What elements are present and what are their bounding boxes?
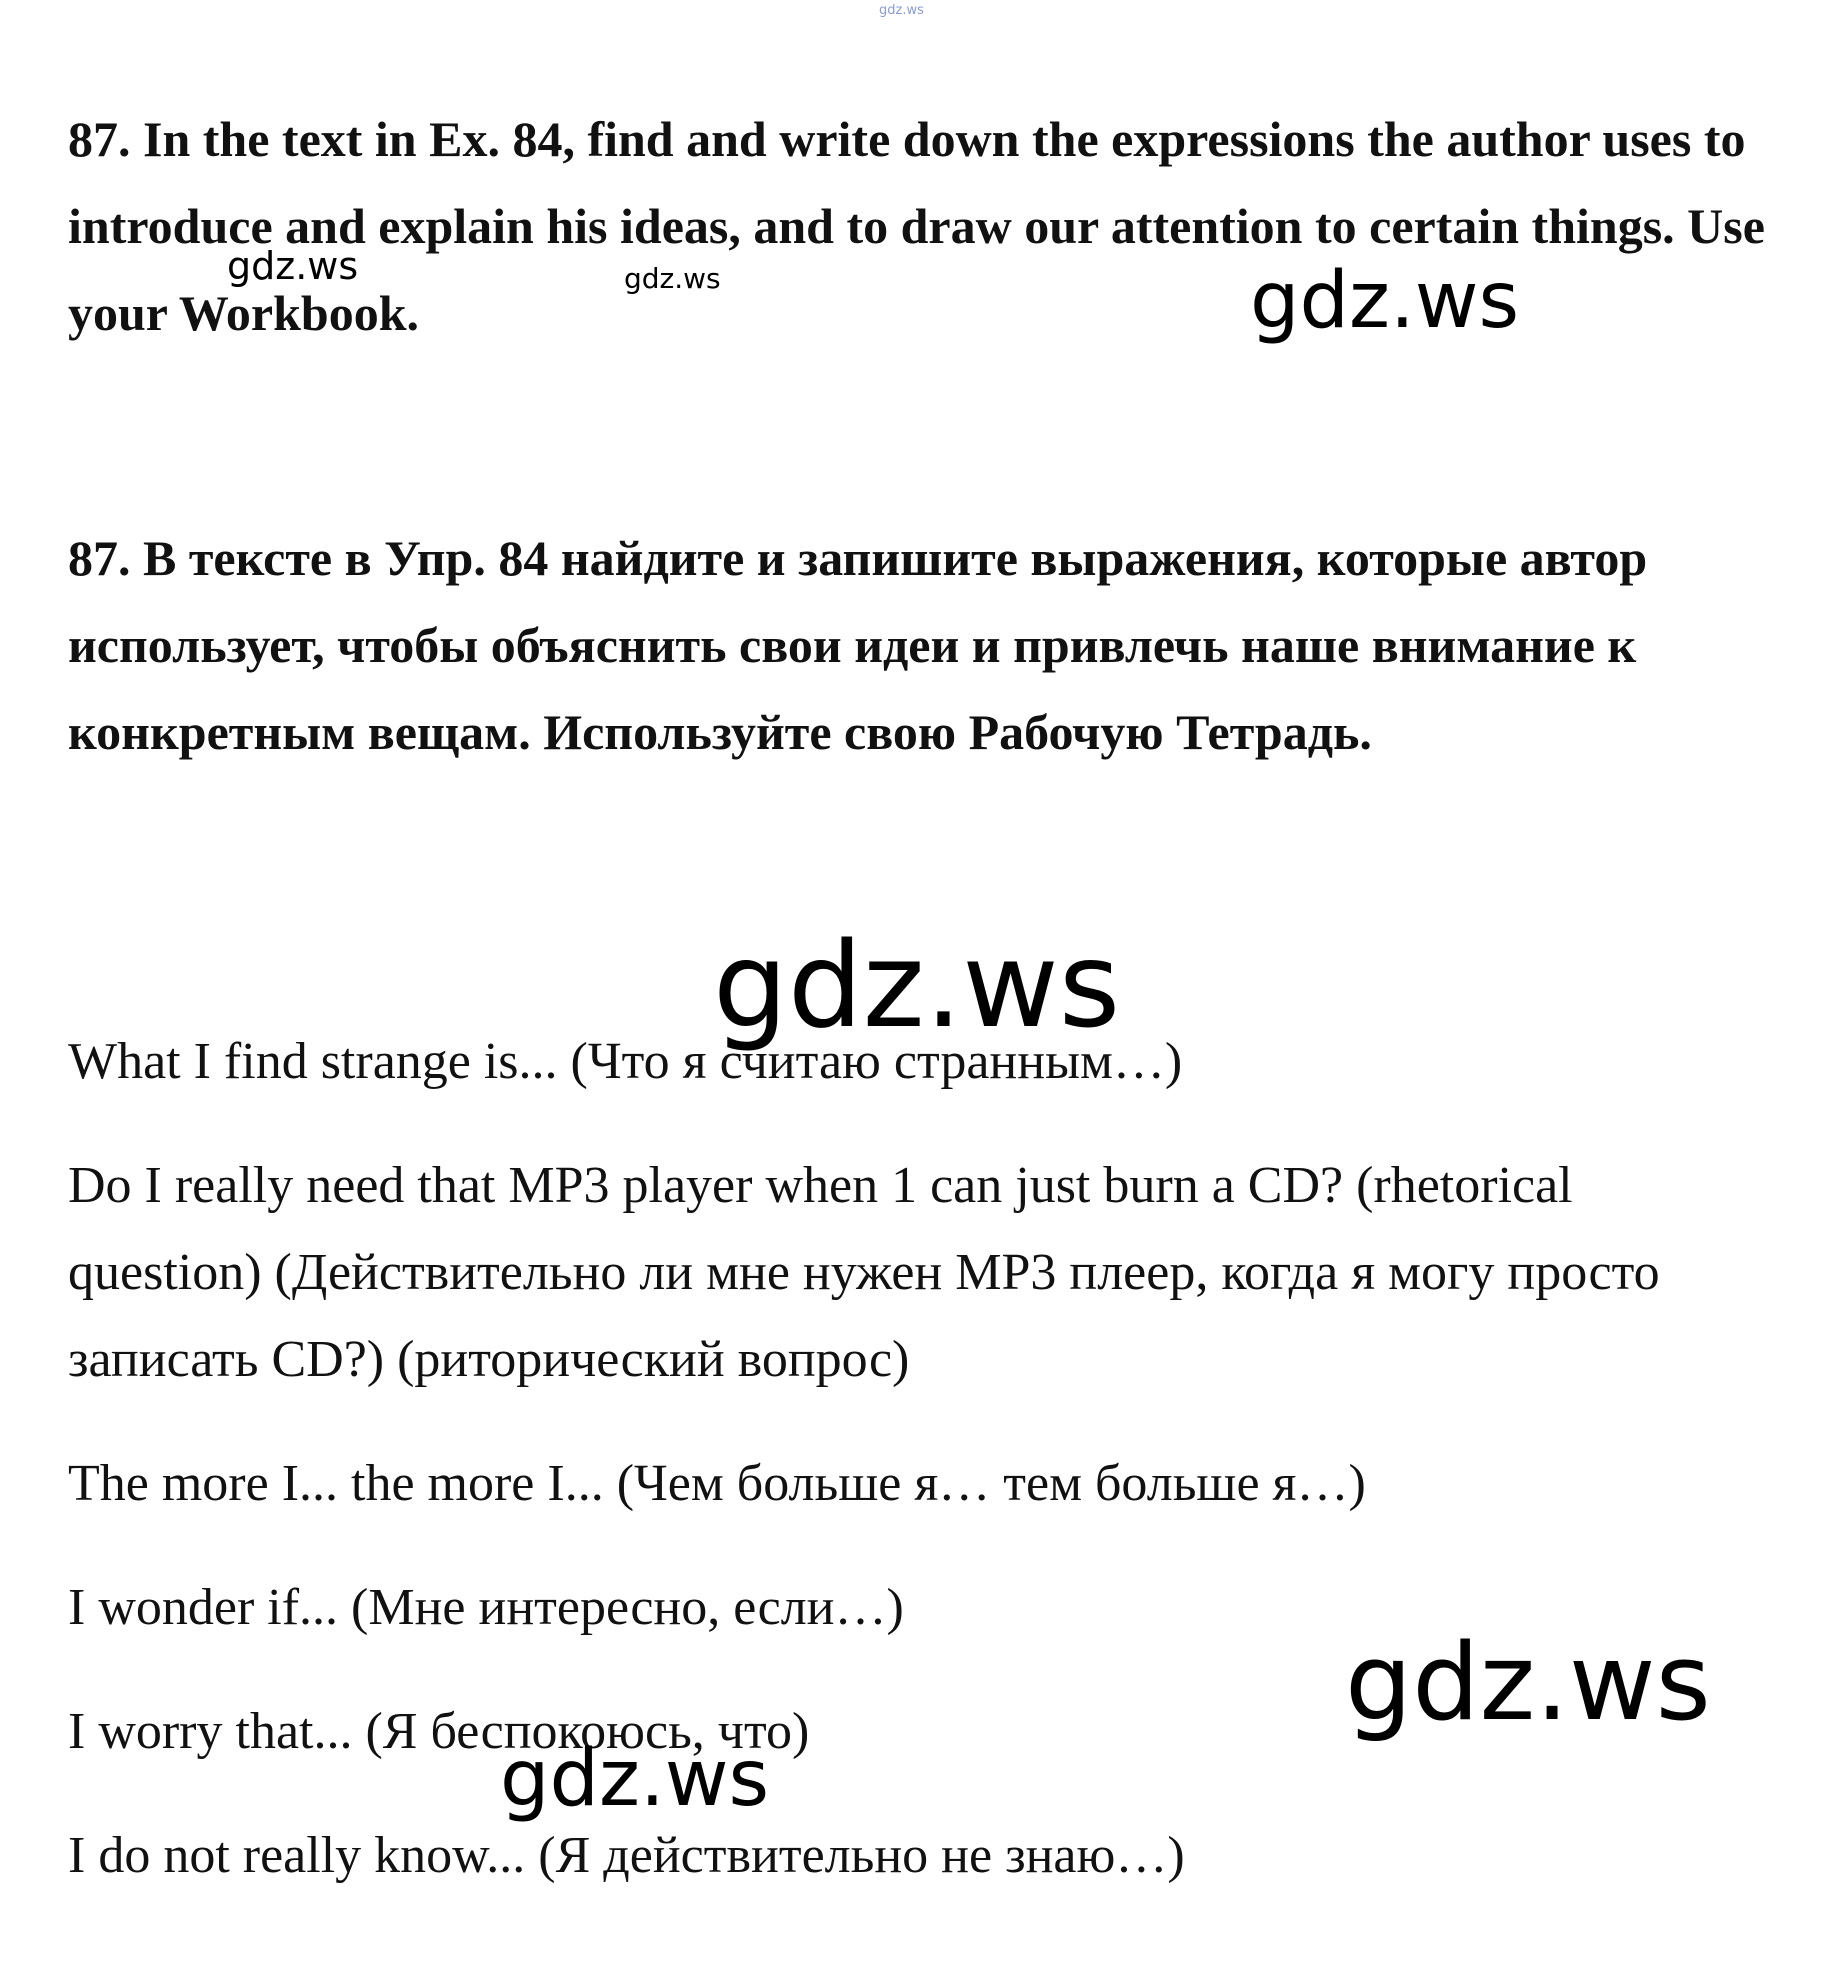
answer-list (68, 1018, 1768, 1936)
answer-item-4: I wonder if... (Мне интересно, если…) (68, 1579, 904, 1636)
watermark-large-right: gdz.ws (1345, 1621, 1711, 1744)
answer-item-5: I worry that... (Я беспокоюсь, что) (68, 1703, 810, 1760)
answer-item-3: The more I... the more I... (Чем больше я… тем больше я…) (68, 1455, 1366, 1512)
answer-item-1: What I find strange is... (Что я считаю странным…) (68, 1033, 1183, 1090)
answer-item-2: Do I really need that MP3 player when 1 can just burn a CD? (rhetorical question) (Действительно ли мне нужен MP3 плеер, когда я могу просто записать CD?) (риторический вопрос) (68, 1157, 1660, 1388)
answer-item-6: I do not really know... (Я действительно не знаю…) (68, 1827, 1185, 1884)
task-heading-english: 87. In the text in Ex. 84, find and write down the expressions the author uses to introduce and explain his ideas, and to draw our attention to certain things. Use your Workbook. (68, 111, 1765, 341)
watermark-large-center: gdz.ws (713, 916, 1121, 1054)
watermark-lower-center: gdz.ws (500, 1734, 770, 1824)
task-heading-russian: 87. В тексте в Упр. 84 найдите и запишите выражения, которые автор использует, чтобы объяснить свои идеи и привлечь наше внимание к конкретным вещам. Используйте свою Рабочую Тетрадь. (68, 530, 1648, 760)
watermark-small-left: gdz.ws (227, 244, 359, 288)
watermark-top: gdz.ws (879, 3, 924, 18)
watermark-medium-right: gdz.ws (1250, 256, 1520, 346)
watermark-small-center: gdz.ws (624, 262, 721, 295)
